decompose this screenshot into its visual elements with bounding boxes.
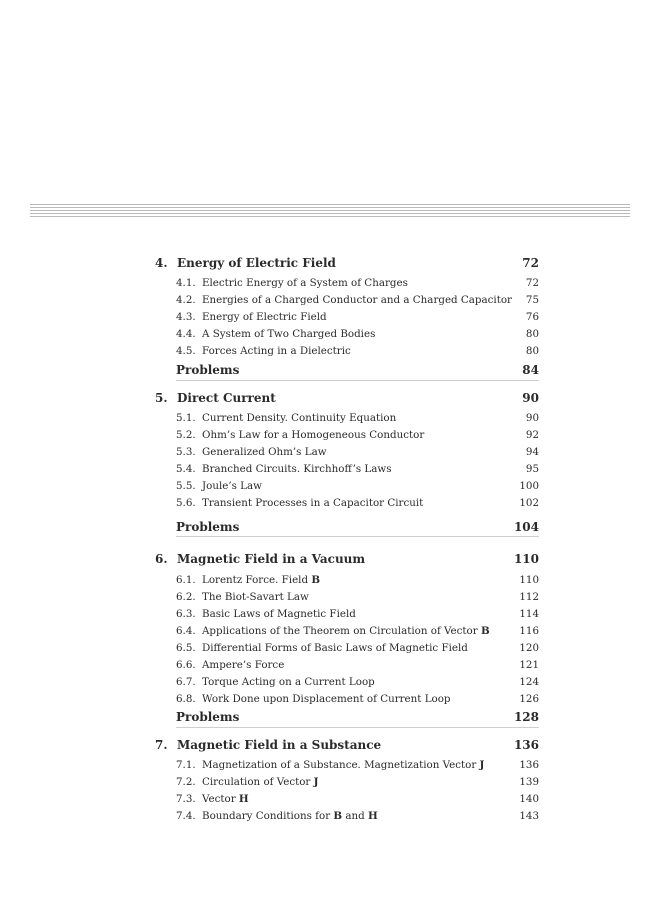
section-page: 75 <box>525 294 539 306</box>
header-rule-3 <box>30 210 630 211</box>
toc-entry[interactable] <box>155 461 539 478</box>
toc-entry[interactable] <box>155 275 539 292</box>
section-title: Lorentz Force. Field <box>202 574 312 586</box>
toc-entry[interactable] <box>155 589 539 606</box>
header-rule-1 <box>30 204 630 205</box>
problems-entry[interactable] <box>176 512 539 537</box>
vector-symbol: J <box>479 759 485 771</box>
section-page: 72 <box>525 277 539 289</box>
section-page: 80 <box>525 328 539 340</box>
section-page: 80 <box>525 345 539 357</box>
section-number: 7.4. <box>176 810 196 822</box>
toc-entry[interactable] <box>155 572 539 589</box>
problems-entry[interactable] <box>176 360 539 381</box>
vector-symbol: H <box>238 793 249 805</box>
section-title: Boundary Conditions for <box>202 810 334 822</box>
toc-entry[interactable] <box>155 478 539 495</box>
vector-symbol: H <box>368 810 378 822</box>
section-number: 6.5. <box>176 642 196 654</box>
section-number: 4.2. <box>176 294 196 306</box>
section-title: Vector <box>202 793 239 805</box>
section-page: 143 <box>519 810 539 822</box>
toc-entry[interactable] <box>155 444 539 461</box>
chapter-number: 6. <box>155 552 168 566</box>
chapter-number: 7. <box>155 738 168 752</box>
section-title: Work Done upon Displacement of Current Loop <box>202 693 451 705</box>
problems-page: 84 <box>522 363 539 377</box>
section-page: 102 <box>519 497 539 509</box>
problems-label: Problems <box>176 363 240 377</box>
chapter-heading[interactable] <box>155 387 539 410</box>
section-page: 76 <box>525 311 539 323</box>
section-page: 140 <box>519 793 539 805</box>
problems-entry[interactable] <box>176 708 539 728</box>
chapter-6 <box>155 548 539 728</box>
toc-entry[interactable] <box>155 691 539 708</box>
toc-entry[interactable] <box>155 326 539 343</box>
section-title-connector: and <box>342 810 369 822</box>
section-number: 7.1. <box>176 759 196 771</box>
chapter-title: Energy of Electric Field <box>177 256 336 270</box>
chapter-number: 5. <box>155 391 168 405</box>
header-rule-4 <box>30 213 630 214</box>
table-of-contents <box>155 252 539 825</box>
chapter-4 <box>155 252 539 381</box>
chapter-heading[interactable] <box>155 734 539 757</box>
section-page: 120 <box>519 642 539 654</box>
section-title: Branched Circuits. Kirchhoff’s Laws <box>202 463 392 475</box>
section-title: The Biot-Savart Law <box>202 591 309 603</box>
toc-entry[interactable] <box>155 774 539 791</box>
toc-entry[interactable] <box>155 427 539 444</box>
section-title: Ohm’s Law for a Homogeneous Conductor <box>202 429 425 441</box>
chapter-title: Direct Current <box>177 391 276 405</box>
section-number: 6.1. <box>176 574 196 586</box>
problems-page: 104 <box>513 520 539 534</box>
section-title: Generalized Ohm’s Law <box>202 446 327 458</box>
section-page: 94 <box>525 446 539 458</box>
vector-symbol: B <box>480 625 490 637</box>
toc-entry[interactable] <box>155 606 539 623</box>
section-number: 5.4. <box>176 463 196 475</box>
toc-entry[interactable] <box>155 623 539 640</box>
section-number: 7.2. <box>176 776 196 788</box>
chapter-heading[interactable] <box>155 548 539 572</box>
toc-entry[interactable] <box>155 791 539 808</box>
chapter-title: Magnetic Field in a Vacuum <box>177 552 366 566</box>
toc-entry[interactable] <box>155 343 539 360</box>
section-number: 6.6. <box>176 659 196 671</box>
toc-entry[interactable] <box>155 495 539 512</box>
vector-symbol: B <box>333 810 343 822</box>
section-title: A System of Two Charged Bodies <box>202 328 376 340</box>
section-title: Torque Acting on a Current Loop <box>202 676 375 688</box>
chapter-page: 110 <box>513 552 539 566</box>
section-page: 95 <box>525 463 539 475</box>
section-title: Ampere’s Force <box>202 659 285 671</box>
section-number: 6.4. <box>176 625 196 637</box>
section-number: 4.1. <box>176 277 196 289</box>
toc-entry[interactable] <box>155 410 539 427</box>
section-number: 6.2. <box>176 591 196 603</box>
header-rule-2 <box>30 207 630 208</box>
section-title: Applications of the Theorem on Circulation of Vector <box>202 625 481 637</box>
section-number: 5.1. <box>176 412 196 424</box>
toc-entry[interactable] <box>155 657 539 674</box>
header-rule-5 <box>30 216 630 217</box>
section-number: 6.7. <box>176 676 196 688</box>
section-page: 116 <box>519 625 539 637</box>
section-page: 114 <box>519 608 539 620</box>
section-page: 126 <box>519 693 539 705</box>
problems-label: Problems <box>176 520 240 534</box>
section-title: Energies of a Charged Conductor and a Charged Capacitor <box>202 294 512 306</box>
section-title: Electric Energy of a System of Charges <box>202 277 408 289</box>
section-title: Energy of Electric Field <box>202 311 327 323</box>
section-number: 4.3. <box>176 311 196 323</box>
section-number: 7.3. <box>176 793 196 805</box>
toc-entry[interactable] <box>155 674 539 691</box>
chapter-page: 72 <box>522 256 539 270</box>
section-title: Forces Acting in a Dielectric <box>202 345 351 357</box>
section-page: 92 <box>525 429 539 441</box>
section-number: 6.3. <box>176 608 196 620</box>
problems-page: 128 <box>513 710 539 724</box>
chapter-number: 4. <box>155 256 168 270</box>
toc-entry[interactable] <box>155 808 539 825</box>
section-page: 136 <box>519 759 539 771</box>
chapter-title: Magnetic Field in a Substance <box>177 738 382 752</box>
section-page: 90 <box>525 412 539 424</box>
section-number: 6.8. <box>176 693 196 705</box>
toc-entry[interactable] <box>155 757 539 774</box>
section-page: 139 <box>519 776 539 788</box>
toc-entry[interactable] <box>155 309 539 326</box>
section-number: 4.4. <box>176 328 196 340</box>
section-page: 121 <box>519 659 539 671</box>
section-number: 5.6. <box>176 497 196 509</box>
toc-entry[interactable] <box>155 292 539 309</box>
section-page: 110 <box>519 574 539 586</box>
section-page: 112 <box>519 591 539 603</box>
section-number: 5.5. <box>176 480 196 492</box>
section-number: 4.5. <box>176 345 196 357</box>
chapter-7 <box>155 734 539 825</box>
chapter-heading[interactable] <box>155 252 539 275</box>
chapter-5 <box>155 387 539 537</box>
vector-symbol: B <box>311 574 321 586</box>
vector-symbol: J <box>313 776 319 788</box>
section-number: 5.2. <box>176 429 196 441</box>
section-title: Transient Processes in a Capacitor Circuit <box>202 497 424 509</box>
section-title: Joule’s Law <box>202 480 262 492</box>
section-title: Current Density. Continuity Equation <box>202 412 397 424</box>
section-title: Differential Forms of Basic Laws of Magnetic Field <box>202 642 468 654</box>
section-page: 124 <box>519 676 539 688</box>
toc-entry[interactable] <box>155 640 539 657</box>
problems-label: Problems <box>176 710 240 724</box>
section-title: Basic Laws of Magnetic Field <box>202 608 356 620</box>
chapter-page: 90 <box>522 391 539 405</box>
section-title: Magnetization of a Substance. Magnetization Vector <box>202 759 480 771</box>
section-page: 100 <box>519 480 539 492</box>
section-number: 5.3. <box>176 446 196 458</box>
chapter-page: 136 <box>513 738 539 752</box>
section-title: Circulation of Vector <box>202 776 314 788</box>
